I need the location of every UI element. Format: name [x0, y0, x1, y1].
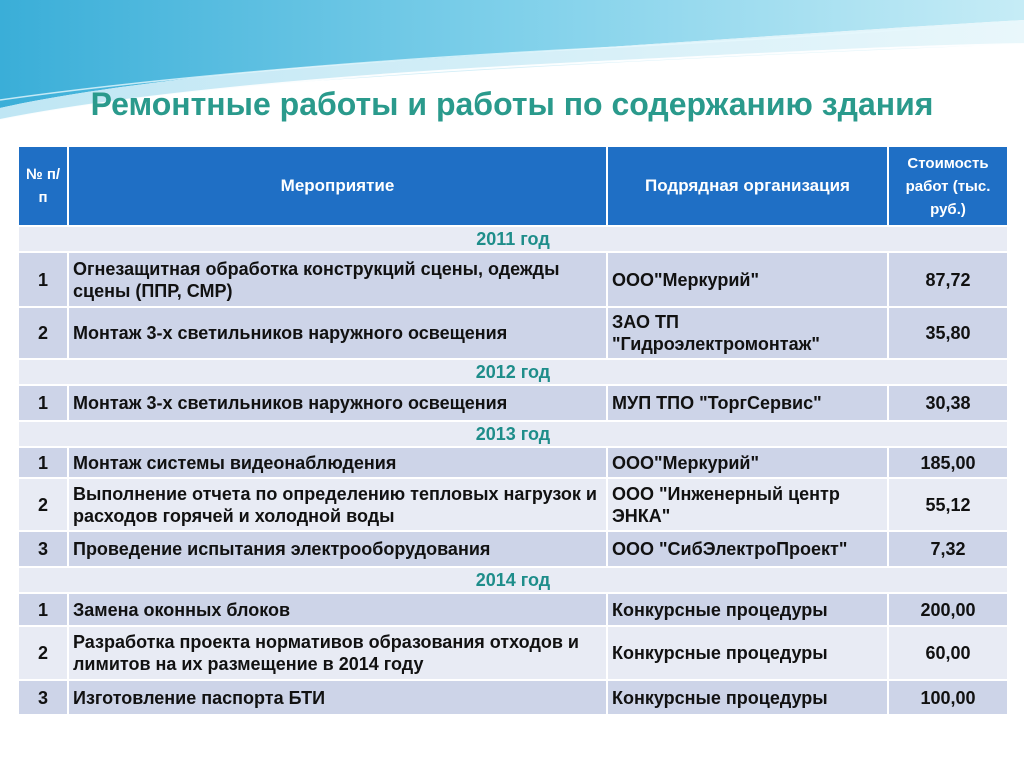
row-contractor: Конкурсные процедуры — [608, 627, 887, 679]
row-cost: 185,00 — [889, 448, 1007, 477]
row-contractor: ООО "СибЭлектроПроект" — [608, 532, 887, 566]
header-cost: Стоимость работ (тыс. руб.) — [889, 147, 1007, 225]
row-contractor: Конкурсные процедуры — [608, 594, 887, 625]
row-num: 1 — [19, 253, 67, 306]
row-num: 2 — [19, 479, 67, 530]
row-cost: 87,72 — [889, 253, 1007, 306]
row-activity: Изготовление паспорта БТИ — [69, 681, 606, 714]
row-activity: Монтаж 3-х светильников наружного освещения — [69, 386, 606, 420]
row-num: 3 — [19, 681, 67, 714]
row-activity: Монтаж системы видеонаблюдения — [69, 448, 606, 477]
row-num: 1 — [19, 386, 67, 420]
table-row — [19, 532, 1007, 566]
row-cost: 30,38 — [889, 386, 1007, 420]
row-activity: Огнезащитная обработка конструкций сцены, одежды сцены (ППР, СМР) — [69, 253, 606, 306]
row-activity: Монтаж 3-х светильников наружного освещения — [69, 308, 606, 358]
row-num: 1 — [19, 594, 67, 625]
year-label: 2012 год — [19, 360, 1007, 384]
table-row — [19, 386, 1007, 420]
row-activity: Проведение испытания электрооборудования — [69, 532, 606, 566]
header-contractor: Подрядная организация — [608, 147, 887, 225]
row-cost: 200,00 — [889, 594, 1007, 625]
row-activity: Выполнение отчета по определению тепловых нагрузок и расходов горячей и холодной воды — [69, 479, 606, 530]
year-label: 2011 год — [19, 227, 1007, 251]
table-header-row — [19, 147, 1007, 225]
page-title: Ремонтные работы и работы по содержанию здания — [90, 86, 934, 122]
year-row-2013 — [19, 422, 1007, 446]
table-row — [19, 253, 1007, 306]
row-num: 3 — [19, 532, 67, 566]
row-num: 1 — [19, 448, 67, 477]
row-num: 2 — [19, 627, 67, 679]
table-row — [19, 627, 1007, 679]
row-activity: Разработка проекта нормативов образования отходов и лимитов на их размещение в 2014 году — [69, 627, 606, 679]
row-contractor: ООО"Меркурий" — [608, 253, 887, 306]
year-label: 2014 год — [19, 568, 1007, 592]
year-row-2011 — [19, 227, 1007, 251]
year-row-2012 — [19, 360, 1007, 384]
row-contractor: ООО "Инженерный центр ЭНКА" — [608, 479, 887, 530]
table-row — [19, 448, 1007, 477]
row-cost: 35,80 — [889, 308, 1007, 358]
header-activity: Мероприятие — [69, 147, 606, 225]
year-label: 2013 год — [19, 422, 1007, 446]
table-row — [19, 479, 1007, 530]
row-num: 2 — [19, 308, 67, 358]
row-cost: 60,00 — [889, 627, 1007, 679]
year-row-2014 — [19, 568, 1007, 592]
row-cost: 7,32 — [889, 532, 1007, 566]
works-table — [17, 145, 1009, 716]
row-cost: 55,12 — [889, 479, 1007, 530]
table-row — [19, 594, 1007, 625]
table-row — [19, 681, 1007, 714]
header-num: № п/п — [19, 147, 67, 225]
row-cost: 100,00 — [889, 681, 1007, 714]
row-contractor: ООО"Меркурий" — [608, 448, 887, 477]
row-activity: Замена оконных блоков — [69, 594, 606, 625]
table-row — [19, 308, 1007, 358]
row-contractor: ЗАО ТП "Гидроэлектромонтаж" — [608, 308, 887, 358]
row-contractor: МУП ТПО "ТоргСервис" — [608, 386, 887, 420]
row-contractor: Конкурсные процедуры — [608, 681, 887, 714]
